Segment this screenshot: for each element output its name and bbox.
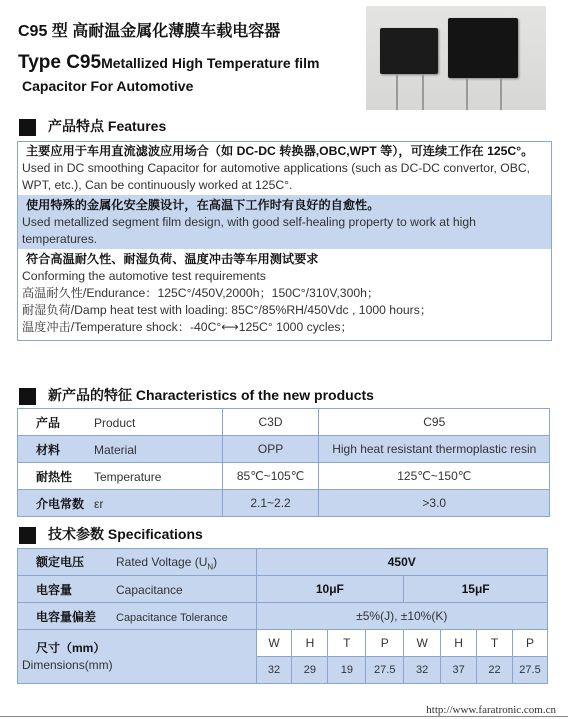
section-marker-icon <box>19 388 36 405</box>
table-row <box>18 549 548 576</box>
capacitance-value: 15μF <box>404 576 548 603</box>
table-row <box>18 630 548 657</box>
dimension-header: W <box>256 630 292 657</box>
table-row <box>18 490 550 517</box>
dimension-header: H <box>441 630 477 657</box>
table-row <box>18 409 550 436</box>
dimension-value: 22 <box>477 657 513 684</box>
capacitance-value: 10μF <box>256 576 404 603</box>
tolerance-value: ±5%(J), ±10%(K) <box>256 603 547 630</box>
characteristics-table <box>17 408 550 517</box>
row-label: 介电常数 εr <box>18 490 223 517</box>
feature-item: 符合高温耐久性、耐湿负荷、温度冲击等车用测试要求 Conforming the automotive test requirements 高温耐久性/Endurance：125C°/450V,2000h；150C°/310V,300h； 耐湿负荷/Damp heat test with loading: 85C°/85%RH/450Vdc , 1000 hours； 温度冲击/Temperature shock：-40C°⟷125C° 1000 cycles； <box>18 249 551 340</box>
lead-wire <box>396 74 398 110</box>
table-cell: C3D <box>222 409 319 436</box>
row-label: 耐热性 Temperature <box>18 463 223 490</box>
features-box <box>17 141 552 341</box>
dimension-value: 32 <box>256 657 292 684</box>
feature-item: 主要应用于车用直流滤波应用场合（如 DC-DC 转换器,OBC,WPT 等），可连续工作在 125C°。 Used in DC smoothing Capacitor for automotive applications (such as DC-DC convertor, OBC, WPT, etc.), Can be continuously worked at 125C°. <box>18 142 551 195</box>
feature-item: 使用特殊的金属化安全膜设计，在高温下工作时有良好的自愈性。 Used metallized segment film design, with good self-healing property to work at high temperatures. <box>18 195 551 249</box>
lead-wire <box>466 78 468 110</box>
table-cell: OPP <box>222 436 319 463</box>
table-cell: 85℃~105℃ <box>222 463 319 490</box>
dimension-header: P <box>512 630 547 657</box>
test-endurance: 高温耐久性/Endurance：125C°/450V,2000h；150C°/310V,300h； <box>22 286 380 300</box>
page-title-en <box>18 52 319 74</box>
lead-wire <box>500 78 502 110</box>
row-label: 电容量偏差 Capacitance Tolerance <box>18 603 257 630</box>
capacitor-large-image <box>448 18 518 78</box>
table-cell: C95 <box>319 409 550 436</box>
footer-divider <box>0 716 568 717</box>
table-cell: 2.1~2.2 <box>222 490 319 517</box>
page-title-cn: C95 型 高耐温金属化薄膜车载电容器 <box>18 23 281 40</box>
row-label: 额定电压 Rated Voltage $(U_N)$ <box>18 549 257 576</box>
footer-url[interactable]: http://www.faratronic.com.cn <box>426 704 556 716</box>
row-label: 尺寸（mm） Dimensions(mm) <box>18 630 257 684</box>
table-cell: High heat resistant thermoplastic resin <box>319 436 550 463</box>
characteristics-heading: 新产品的特征 Characteristics of the new products <box>19 385 374 405</box>
dimension-header: P <box>366 630 404 657</box>
lead-wire <box>422 74 424 110</box>
table-row <box>18 463 550 490</box>
specifications-heading: 技术参数 Specifications <box>19 524 203 544</box>
table-row <box>18 603 548 630</box>
dimension-value: 32 <box>404 657 441 684</box>
table-row <box>18 436 550 463</box>
table-cell: >3.0 <box>319 490 550 517</box>
test-damp-heat: 耐湿负荷/Damp heat test with loading: 85C°/85%RH/450Vdc , 1000 hours； <box>22 303 432 317</box>
table-cell: 125℃~150℃ <box>319 463 550 490</box>
dimension-header: T <box>328 630 366 657</box>
type-label: Type C95 <box>18 52 102 73</box>
dimension-value: 19 <box>328 657 366 684</box>
dimension-header: W <box>404 630 441 657</box>
rated-voltage-value: 450V <box>256 549 547 576</box>
features-heading: 产品特点 Features <box>19 116 166 136</box>
section-marker-icon <box>19 527 36 544</box>
table-row <box>18 576 548 603</box>
dimension-header: T <box>477 630 513 657</box>
dimension-value: 29 <box>292 657 328 684</box>
specifications-table <box>17 548 548 684</box>
dimension-value: 27.5 <box>512 657 547 684</box>
product-photo <box>366 6 546 110</box>
capacitor-small-image <box>380 28 438 74</box>
dimension-value: 27.5 <box>366 657 404 684</box>
title-en-line1: Metallized High Temperature film <box>101 55 320 71</box>
dimension-value: 37 <box>441 657 477 684</box>
title-en-line2: Capacitor For Automotive <box>22 78 194 94</box>
row-label: 电容量 Capacitance <box>18 576 257 603</box>
row-label: 材料 Material <box>18 436 223 463</box>
row-label: 产品 Product <box>18 409 223 436</box>
test-temperature-shock: 温度冲击/Temperature shock：-40C°⟷125C° 1000 cycles； <box>22 320 353 334</box>
dimension-header: H <box>292 630 328 657</box>
section-marker-icon <box>19 119 36 136</box>
